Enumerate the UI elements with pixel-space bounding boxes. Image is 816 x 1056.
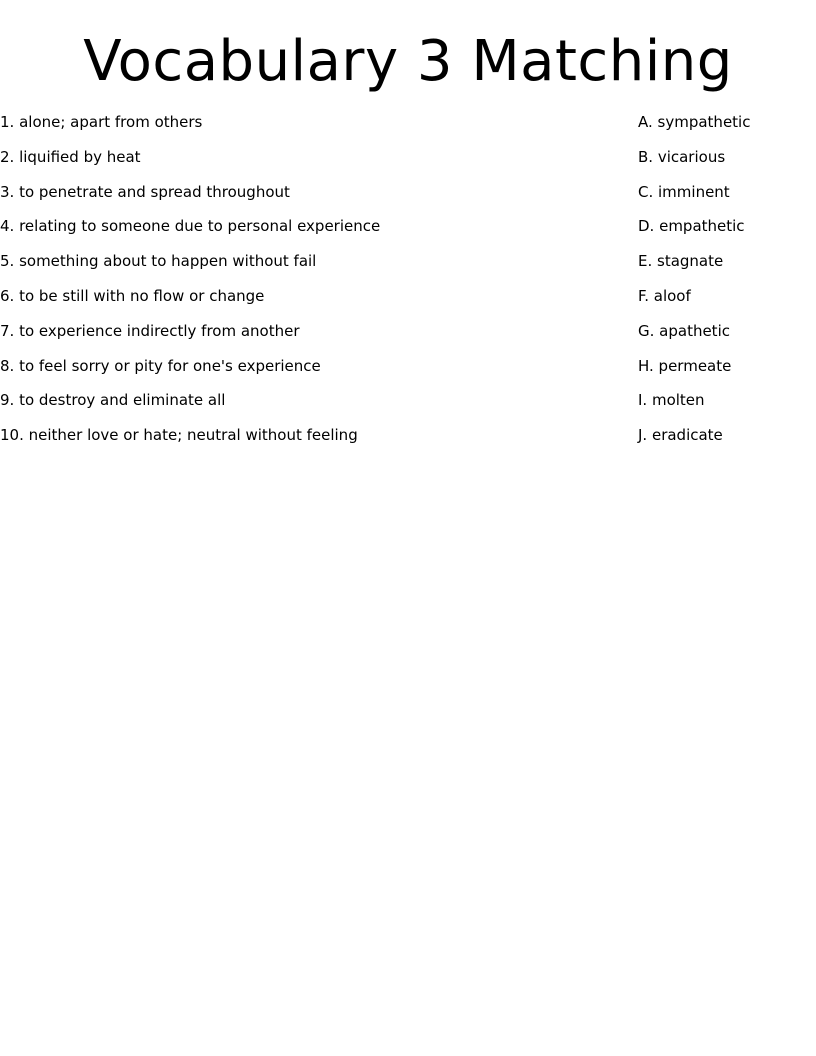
word-bank-list [638,111,750,459]
word-bank-item: F. aloof [638,286,691,305]
word-bank-item: I. molten [638,391,705,410]
clue-item: 10. neither love or hate; neutral without feeling [0,426,358,445]
word-bank-item: D. empathetic [638,217,745,236]
clue-item: 8. to feel sorry or pity for one's experience [0,356,321,375]
clue-item: 9. to destroy and eliminate all [0,391,226,410]
word-bank-item: G. apathetic [638,321,730,340]
word-bank-item: H. permeate [638,356,732,375]
clue-item: 1. alone; apart from others [0,113,203,131]
clue-list [0,111,380,459]
word-bank-item: B. vicarious [638,147,726,166]
word-bank-item: J. eradicate [638,426,723,445]
clue-item: 7. to experience indirectly from another [0,321,300,340]
clue-item: 4. relating to someone due to personal experience [0,217,381,236]
word-bank-item: C. imminent [638,182,730,201]
clue-item: 3. to penetrate and spread throughout [0,182,290,201]
clue-item: 5. something about to happen without fail [0,252,317,271]
clue-item: 2. liquified by heat [0,147,141,166]
word-bank-item: A. sympathetic [638,113,751,131]
page-title: Vocabulary 3 Matching [83,29,733,94]
word-bank-item: E. stagnate [638,252,724,271]
clue-item: 6. to be still with no flow or change [0,286,265,305]
